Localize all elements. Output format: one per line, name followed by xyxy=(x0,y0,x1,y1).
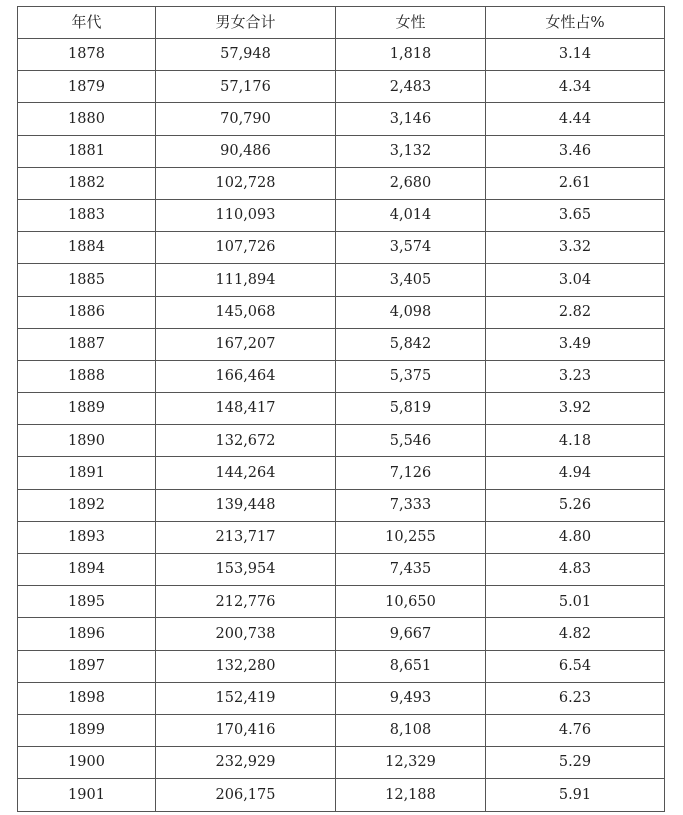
table-header xyxy=(18,7,665,39)
cell-female-percent: 3.32 xyxy=(486,232,665,264)
cell-female-percent: 5.01 xyxy=(486,586,665,618)
cell-year: 1896 xyxy=(18,618,156,650)
cell-female: 4,098 xyxy=(336,296,486,328)
table-row xyxy=(18,457,665,489)
cell-total: 57,948 xyxy=(156,39,336,71)
cell-female-percent: 2.82 xyxy=(486,296,665,328)
cell-female-percent: 6.23 xyxy=(486,682,665,714)
table-row xyxy=(18,682,665,714)
cell-total: 132,280 xyxy=(156,650,336,682)
cell-female-percent: 3.46 xyxy=(486,135,665,167)
cell-year: 1893 xyxy=(18,521,156,553)
cell-year: 1882 xyxy=(18,167,156,199)
cell-total: 132,672 xyxy=(156,425,336,457)
cell-total: 111,894 xyxy=(156,264,336,296)
cell-female: 12,329 xyxy=(336,747,486,779)
table-row xyxy=(18,521,665,553)
cell-total: 166,464 xyxy=(156,360,336,392)
cell-female: 9,667 xyxy=(336,618,486,650)
table-row xyxy=(18,103,665,135)
table-row xyxy=(18,199,665,231)
cell-total: 57,176 xyxy=(156,71,336,103)
cell-total: 148,417 xyxy=(156,393,336,425)
cell-female: 5,546 xyxy=(336,425,486,457)
cell-female-percent: 4.83 xyxy=(486,554,665,586)
cell-female: 3,146 xyxy=(336,103,486,135)
cell-female-percent: 5.26 xyxy=(486,489,665,521)
cell-year: 1897 xyxy=(18,650,156,682)
table-row xyxy=(18,489,665,521)
cell-total: 110,093 xyxy=(156,199,336,231)
cell-year: 1880 xyxy=(18,103,156,135)
cell-female: 7,333 xyxy=(336,489,486,521)
cell-total: 153,954 xyxy=(156,554,336,586)
table-row xyxy=(18,586,665,618)
cell-female: 2,680 xyxy=(336,167,486,199)
table-row xyxy=(18,747,665,779)
cell-total: 107,726 xyxy=(156,232,336,264)
cell-female-percent: 4.82 xyxy=(486,618,665,650)
cell-year: 1901 xyxy=(18,779,156,811)
column-header-female: 女性 xyxy=(336,7,486,39)
cell-year: 1879 xyxy=(18,71,156,103)
cell-female: 4,014 xyxy=(336,199,486,231)
cell-year: 1878 xyxy=(18,39,156,71)
table-row xyxy=(18,650,665,682)
cell-total: 102,728 xyxy=(156,167,336,199)
cell-female: 5,842 xyxy=(336,328,486,360)
cell-female-percent: 3.92 xyxy=(486,393,665,425)
cell-year: 1888 xyxy=(18,360,156,392)
cell-year: 1889 xyxy=(18,393,156,425)
cell-female: 2,483 xyxy=(336,71,486,103)
cell-female: 1,818 xyxy=(336,39,486,71)
data-table-container xyxy=(17,6,664,812)
cell-female-percent: 2.61 xyxy=(486,167,665,199)
cell-female: 12,188 xyxy=(336,779,486,811)
cell-total: 170,416 xyxy=(156,714,336,746)
cell-total: 139,448 xyxy=(156,489,336,521)
cell-year: 1883 xyxy=(18,199,156,231)
cell-female: 5,375 xyxy=(336,360,486,392)
table-row xyxy=(18,425,665,457)
table-row xyxy=(18,264,665,296)
cell-female-percent: 3.14 xyxy=(486,39,665,71)
cell-year: 1884 xyxy=(18,232,156,264)
cell-female-percent: 4.34 xyxy=(486,71,665,103)
cell-female-percent: 6.54 xyxy=(486,650,665,682)
table-row xyxy=(18,39,665,71)
cell-total: 212,776 xyxy=(156,586,336,618)
cell-female: 9,493 xyxy=(336,682,486,714)
cell-female-percent: 4.44 xyxy=(486,103,665,135)
cell-year: 1891 xyxy=(18,457,156,489)
cell-female: 7,435 xyxy=(336,554,486,586)
table-row xyxy=(18,618,665,650)
cell-female: 8,651 xyxy=(336,650,486,682)
cell-female: 3,405 xyxy=(336,264,486,296)
table-row xyxy=(18,135,665,167)
statistics-table xyxy=(17,6,665,812)
cell-female-percent: 3.04 xyxy=(486,264,665,296)
column-header-total: 男女合计 xyxy=(156,7,336,39)
table-row xyxy=(18,296,665,328)
cell-year: 1887 xyxy=(18,328,156,360)
cell-female-percent: 4.76 xyxy=(486,714,665,746)
cell-year: 1900 xyxy=(18,747,156,779)
table-row xyxy=(18,360,665,392)
table-body xyxy=(18,39,665,812)
cell-female-percent: 4.18 xyxy=(486,425,665,457)
cell-year: 1892 xyxy=(18,489,156,521)
cell-year: 1886 xyxy=(18,296,156,328)
cell-total: 167,207 xyxy=(156,328,336,360)
cell-total: 70,790 xyxy=(156,103,336,135)
cell-total: 144,264 xyxy=(156,457,336,489)
cell-total: 206,175 xyxy=(156,779,336,811)
table-row xyxy=(18,714,665,746)
cell-female-percent: 3.23 xyxy=(486,360,665,392)
cell-year: 1898 xyxy=(18,682,156,714)
cell-female-percent: 5.91 xyxy=(486,779,665,811)
cell-female-percent: 4.80 xyxy=(486,521,665,553)
cell-female: 8,108 xyxy=(336,714,486,746)
table-row xyxy=(18,328,665,360)
table-row xyxy=(18,232,665,264)
cell-female: 3,132 xyxy=(336,135,486,167)
cell-year: 1881 xyxy=(18,135,156,167)
cell-female: 10,650 xyxy=(336,586,486,618)
cell-female: 5,819 xyxy=(336,393,486,425)
cell-total: 152,419 xyxy=(156,682,336,714)
table-row xyxy=(18,167,665,199)
cell-total: 145,068 xyxy=(156,296,336,328)
column-header-year: 年代 xyxy=(18,7,156,39)
cell-female: 3,574 xyxy=(336,232,486,264)
table-row xyxy=(18,554,665,586)
table-row xyxy=(18,71,665,103)
cell-total: 232,929 xyxy=(156,747,336,779)
cell-total: 213,717 xyxy=(156,521,336,553)
cell-female-percent: 3.49 xyxy=(486,328,665,360)
cell-female-percent: 5.29 xyxy=(486,747,665,779)
cell-total: 200,738 xyxy=(156,618,336,650)
cell-female: 10,255 xyxy=(336,521,486,553)
cell-female: 7,126 xyxy=(336,457,486,489)
cell-year: 1895 xyxy=(18,586,156,618)
column-header-female-percent: 女性占% xyxy=(486,7,665,39)
table-row xyxy=(18,393,665,425)
cell-female-percent: 4.94 xyxy=(486,457,665,489)
cell-year: 1899 xyxy=(18,714,156,746)
header-row xyxy=(18,7,665,39)
cell-year: 1885 xyxy=(18,264,156,296)
cell-year: 1890 xyxy=(18,425,156,457)
cell-year: 1894 xyxy=(18,554,156,586)
table-row xyxy=(18,779,665,811)
cell-total: 90,486 xyxy=(156,135,336,167)
cell-female-percent: 3.65 xyxy=(486,199,665,231)
